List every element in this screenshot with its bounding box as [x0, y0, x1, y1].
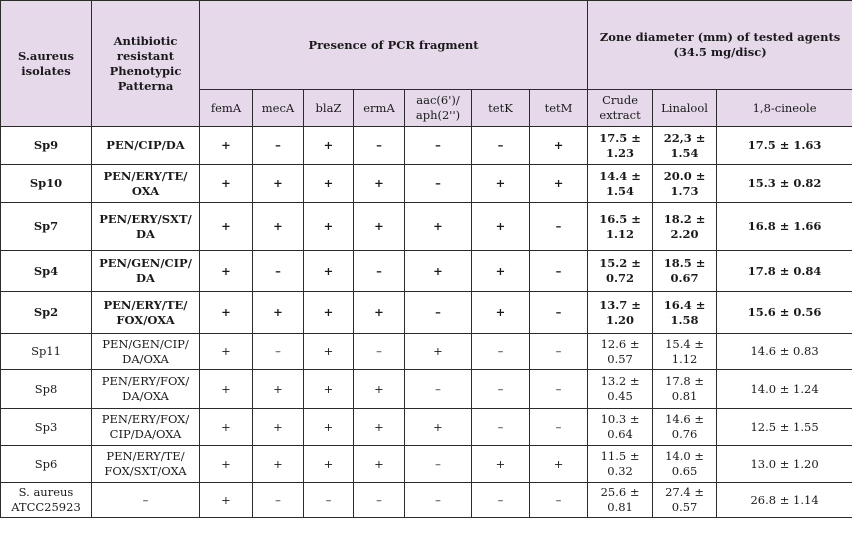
- cell-gene: +: [472, 165, 530, 203]
- cell-linalool: 17.8 ± 0.81: [653, 370, 717, 409]
- cell-gene: +: [472, 203, 530, 251]
- cell-pattern: PEN/GEN/CIP/ DA/OXA: [92, 334, 200, 370]
- cell-gene: –: [405, 483, 472, 518]
- table-row: [1, 251, 852, 292]
- cell-gene: +: [354, 370, 405, 409]
- cell-gene: +: [405, 409, 472, 446]
- cell-gene: –: [530, 409, 588, 446]
- table-row: [1, 483, 852, 518]
- cell-gene: +: [304, 409, 354, 446]
- cell-isolate: Sp8: [1, 370, 92, 409]
- cell-crude: 12.6 ± 0.57: [588, 334, 653, 370]
- cell-linalool: 16.4 ± 1.58: [653, 292, 717, 334]
- cell-linalool: 18.5 ± 0.67: [653, 251, 717, 292]
- cell-isolate: Sp4: [1, 251, 92, 292]
- cell-linalool: 22,3 ± 1.54: [653, 127, 717, 165]
- cell-cineole: 26.8 ± 1.14: [717, 483, 852, 518]
- cell-gene: +: [200, 483, 253, 518]
- cell-gene: +: [530, 127, 588, 165]
- header-gene: mecA: [253, 90, 304, 127]
- cell-gene: –: [472, 483, 530, 518]
- cell-cineole: 15.6 ± 0.56: [717, 292, 852, 334]
- cell-gene: –: [530, 483, 588, 518]
- cell-gene: +: [530, 446, 588, 483]
- cell-gene: +: [472, 251, 530, 292]
- cell-cineole: 16.8 ± 1.66: [717, 203, 852, 251]
- cell-isolate: S. aureus ATCC25923: [1, 483, 92, 518]
- cell-gene: +: [304, 370, 354, 409]
- cell-gene: +: [253, 370, 304, 409]
- cell-crude: 14.4 ± 1.54: [588, 165, 653, 203]
- cell-gene: –: [530, 251, 588, 292]
- table-row: [1, 127, 852, 165]
- cell-isolate: Sp6: [1, 446, 92, 483]
- cell-gene: +: [405, 251, 472, 292]
- cell-crude: 25.6 ± 0.81: [588, 483, 653, 518]
- cell-cineole: 14.0 ± 1.24: [717, 370, 852, 409]
- header-agent: Crude extract: [588, 90, 653, 127]
- cell-isolate: Sp9: [1, 127, 92, 165]
- cell-gene: –: [253, 334, 304, 370]
- cell-linalool: 20.0 ± 1.73: [653, 165, 717, 203]
- cell-pattern: PEN/GEN/CIP/ DA: [92, 251, 200, 292]
- cell-gene: –: [304, 483, 354, 518]
- header-gene: tetM: [530, 90, 588, 127]
- table-row: [1, 165, 852, 203]
- cell-cineole: 14.6 ± 0.83: [717, 334, 852, 370]
- cell-linalool: 27.4 ± 0.57: [653, 483, 717, 518]
- cell-gene: +: [304, 127, 354, 165]
- header-pattern: Antibiotic resistant Phenotypic Patterna: [92, 1, 200, 127]
- cell-gene: +: [354, 409, 405, 446]
- cell-gene: +: [304, 292, 354, 334]
- table-row: [1, 334, 852, 370]
- cell-gene: +: [304, 251, 354, 292]
- header-gene: ermA: [354, 90, 405, 127]
- cell-gene: +: [253, 203, 304, 251]
- cell-gene: –: [530, 334, 588, 370]
- cell-cineole: 12.5 ± 1.55: [717, 409, 852, 446]
- cell-pattern: PEN/ERY/FOX/ DA/OXA: [92, 370, 200, 409]
- cell-linalool: 15.4 ± 1.12: [653, 334, 717, 370]
- cell-gene: –: [530, 370, 588, 409]
- cell-gene: +: [253, 409, 304, 446]
- cell-gene: +: [304, 446, 354, 483]
- cell-gene: +: [354, 292, 405, 334]
- header-agent: 1,8-cineole: [717, 90, 852, 127]
- cell-gene: –: [253, 127, 304, 165]
- header-gene: blaZ: [304, 90, 354, 127]
- cell-gene: –: [354, 251, 405, 292]
- table-row: [1, 370, 852, 409]
- cell-gene: +: [253, 446, 304, 483]
- cell-gene: –: [354, 334, 405, 370]
- cell-gene: +: [200, 446, 253, 483]
- cell-gene: +: [253, 165, 304, 203]
- cell-gene: +: [200, 251, 253, 292]
- cell-gene: +: [200, 127, 253, 165]
- cell-gene: –: [405, 446, 472, 483]
- cell-gene: +: [405, 203, 472, 251]
- cell-pattern: PEN/CIP/DA: [92, 127, 200, 165]
- cell-cineole: 17.5 ± 1.63: [717, 127, 852, 165]
- cell-gene: +: [354, 165, 405, 203]
- cell-linalool: 18.2 ± 2.20: [653, 203, 717, 251]
- cell-gene: –: [472, 334, 530, 370]
- cell-gene: –: [253, 251, 304, 292]
- cell-crude: 16.5 ± 1.12: [588, 203, 653, 251]
- cell-pattern: PEN/ERY/SXT/ DA: [92, 203, 200, 251]
- cell-crude: 13.2 ± 0.45: [588, 370, 653, 409]
- cell-gene: +: [472, 292, 530, 334]
- cell-gene: +: [253, 292, 304, 334]
- cell-gene: –: [405, 127, 472, 165]
- cell-isolate: Sp10: [1, 165, 92, 203]
- cell-gene: –: [472, 409, 530, 446]
- cell-gene: +: [304, 165, 354, 203]
- cell-pattern: –: [92, 483, 200, 518]
- cell-gene: +: [304, 203, 354, 251]
- cell-cineole: 17.8 ± 0.84: [717, 251, 852, 292]
- cell-gene: –: [405, 292, 472, 334]
- cell-gene: +: [472, 446, 530, 483]
- cell-gene: –: [354, 483, 405, 518]
- header-gene: aac(6')/ aph(2''): [405, 90, 472, 127]
- cell-gene: –: [354, 127, 405, 165]
- cell-isolate: Sp2: [1, 292, 92, 334]
- cell-pattern: PEN/ERY/TE/ FOX/SXT/OXA: [92, 446, 200, 483]
- cell-cineole: 15.3 ± 0.82: [717, 165, 852, 203]
- header-isolates: S.aureus isolates: [1, 1, 92, 127]
- cell-gene: +: [405, 334, 472, 370]
- cell-crude: 11.5 ± 0.32: [588, 446, 653, 483]
- cell-gene: +: [354, 446, 405, 483]
- table-row: [1, 409, 852, 446]
- cell-gene: +: [200, 165, 253, 203]
- header-zone-group: Zone diameter (mm) of tested agents (34.5 mg/disc): [588, 1, 852, 90]
- cell-gene: –: [530, 203, 588, 251]
- cell-linalool: 14.0 ± 0.65: [653, 446, 717, 483]
- cell-gene: –: [405, 370, 472, 409]
- cell-gene: +: [530, 165, 588, 203]
- cell-gene: –: [530, 292, 588, 334]
- cell-gene: +: [200, 203, 253, 251]
- table-row: [1, 292, 852, 334]
- cell-pattern: PEN/ERY/TE/ FOX/OXA: [92, 292, 200, 334]
- cell-crude: 15.2 ± 0.72: [588, 251, 653, 292]
- cell-gene: –: [472, 127, 530, 165]
- cell-isolate: Sp7: [1, 203, 92, 251]
- cell-pattern: PEN/ERY/TE/ OXA: [92, 165, 200, 203]
- cell-crude: 17.5 ± 1.23: [588, 127, 653, 165]
- cell-gene: +: [200, 409, 253, 446]
- cell-isolate: Sp11: [1, 334, 92, 370]
- cell-gene: +: [354, 203, 405, 251]
- cell-gene: –: [472, 370, 530, 409]
- cell-linalool: 14.6 ± 0.76: [653, 409, 717, 446]
- header-gene: tetK: [472, 90, 530, 127]
- cell-gene: –: [405, 165, 472, 203]
- cell-gene: +: [200, 292, 253, 334]
- header-pcr-group: Presence of PCR fragment: [200, 1, 588, 90]
- cell-gene: +: [200, 334, 253, 370]
- table-row: [1, 446, 852, 483]
- cell-crude: 13.7 ± 1.20: [588, 292, 653, 334]
- cell-isolate: Sp3: [1, 409, 92, 446]
- header-gene: femA: [200, 90, 253, 127]
- cell-cineole: 13.0 ± 1.20: [717, 446, 852, 483]
- cell-gene: –: [253, 483, 304, 518]
- cell-gene: +: [200, 370, 253, 409]
- header-agent: Linalool: [653, 90, 717, 127]
- cell-pattern: PEN/ERY/FOX/ CIP/DA/OXA: [92, 409, 200, 446]
- cell-gene: +: [304, 334, 354, 370]
- table-row: [1, 203, 852, 251]
- cell-crude: 10.3 ± 0.64: [588, 409, 653, 446]
